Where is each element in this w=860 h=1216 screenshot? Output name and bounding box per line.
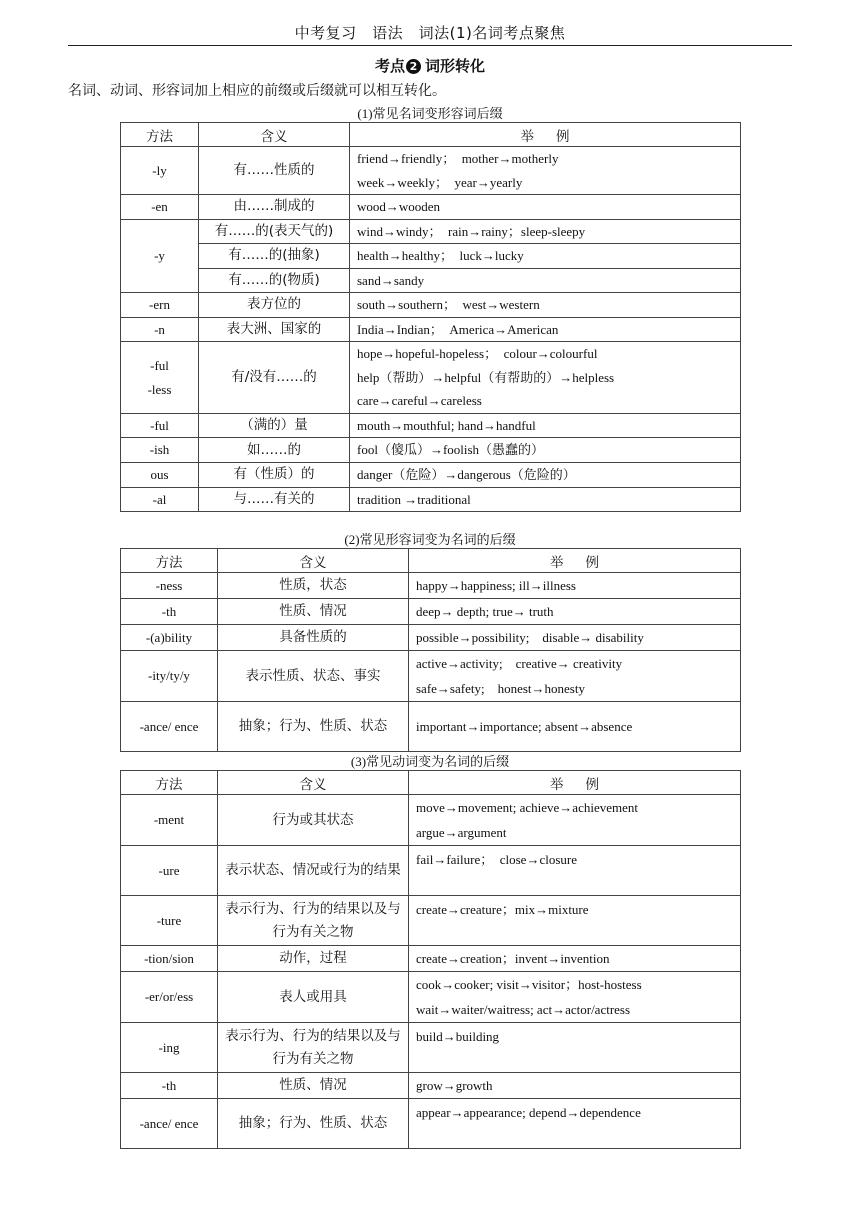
- example-line: cook→cooker; visit→visitor；host-hostess: [416, 977, 642, 992]
- meaning-cell: 如……的: [199, 438, 350, 463]
- noun-to-adjective-table: [120, 122, 741, 512]
- meaning-cell: 抽象；行为、性质、状态: [218, 1099, 409, 1149]
- example-cell: [350, 293, 741, 318]
- table-row: [121, 244, 741, 269]
- meaning-cell: 有……的(抽象): [199, 244, 350, 269]
- meaning-cell: 性质、情况: [218, 599, 409, 625]
- suffix-line: ous: [150, 466, 169, 482]
- header-meaning: 含义: [199, 123, 350, 147]
- suffix-cell: [121, 342, 199, 414]
- meaning-cell: 表示性质、状态、事实: [218, 651, 409, 702]
- example-line: wood→wooden: [357, 199, 441, 215]
- page-header: 中考复习 语法 词法(1)名词考点聚焦: [294, 24, 566, 42]
- header-rule: [68, 45, 792, 46]
- meaning-cell: 有（性质）的: [199, 462, 350, 487]
- example-line: safe→safety; honest→honesty: [416, 681, 585, 696]
- section-prefix: 考点: [374, 57, 405, 75]
- header-method: 方法: [121, 123, 199, 147]
- suffix-line: -ly: [152, 162, 167, 178]
- example-cell: [409, 946, 741, 972]
- table-row: [121, 293, 741, 318]
- example-line: sand→sandy: [357, 272, 425, 288]
- example-cell: [409, 1073, 741, 1099]
- meaning-cell: 性质，状态: [218, 573, 409, 599]
- meaning-cell: 抽象；行为、性质、状态: [218, 702, 409, 752]
- example-line: tradition →traditional: [357, 491, 471, 507]
- suffix-cell: -th: [121, 599, 218, 625]
- table-row: [121, 195, 741, 220]
- suffix-line: -ful: [150, 357, 169, 373]
- meaning-cell: 表示状态、情况或行为的结果: [218, 846, 409, 896]
- example-line: wind→windy； rain→rainy；sleep-sleepy: [357, 223, 586, 239]
- table-row: [121, 1073, 741, 1099]
- suffix-cell: -ture: [121, 896, 218, 946]
- example-line: possible→possibility; disable→ disability: [416, 630, 644, 645]
- table-row: [121, 147, 741, 195]
- suffix-cell: [121, 413, 199, 438]
- section-number-badge: 2: [406, 59, 421, 74]
- table2-caption: (2)常见形容词变为名词的后缀: [344, 532, 516, 547]
- suffix-cell: -(a)bility: [121, 625, 218, 651]
- example-cell: [350, 268, 741, 293]
- meaning-cell: 表方位的: [199, 293, 350, 318]
- verb-to-noun-table: [120, 770, 741, 1149]
- suffix-cell: [121, 487, 199, 512]
- example-line: wait→waiter/waitress; act→actor/actress: [416, 1002, 631, 1017]
- table-row: [121, 599, 741, 625]
- example-cell: [350, 219, 741, 244]
- example-cell: [350, 462, 741, 487]
- meaning-cell: 与……有关的: [199, 487, 350, 512]
- meaning-cell: （满的）量: [199, 413, 350, 438]
- table-row: [121, 625, 741, 651]
- header-example: 举例: [350, 123, 741, 147]
- table-header-row: [121, 771, 741, 795]
- example-line: argue→argument: [416, 825, 507, 840]
- meaning-cell: 具备性质的: [218, 625, 409, 651]
- header-method: 方法: [121, 549, 218, 573]
- example-line: danger（危险）→dangerous（危险的）: [357, 467, 576, 483]
- example-cell: [350, 438, 741, 463]
- meaning-cell: 有/没有……的: [199, 342, 350, 414]
- example-cell: [409, 795, 741, 846]
- table-row: [121, 1023, 741, 1073]
- example-line: week→weekly； year→yearly: [357, 174, 523, 190]
- table-row: [121, 702, 741, 752]
- example-cell: [409, 1023, 741, 1073]
- header-meaning: 含义: [218, 549, 409, 573]
- example-cell: [350, 147, 741, 195]
- example-line: grow→growth: [416, 1078, 493, 1093]
- suffix-cell: -ance/ ence: [121, 1099, 218, 1149]
- example-line: fool（傻瓜）→foolish（愚蠢的）: [357, 442, 545, 458]
- example-line: important→importance; absent→absence: [416, 719, 633, 734]
- example-cell: [409, 1099, 741, 1149]
- example-line: friend→friendly； mother→motherly: [357, 151, 559, 166]
- suffix-line: -en: [151, 199, 168, 214]
- example-cell: [409, 651, 741, 702]
- example-cell: [409, 972, 741, 1023]
- example-cell: [409, 625, 741, 651]
- example-cell: [350, 342, 741, 414]
- example-cell: [409, 599, 741, 625]
- example-line: appear→appearance; depend→dependence: [416, 1105, 641, 1120]
- example-line: fail→failure； close→closure: [416, 852, 577, 867]
- suffix-cell: -ure: [121, 846, 218, 896]
- example-line: help（帮助）→helpful（有帮助的）→helpless: [357, 369, 615, 385]
- suffix-cell: -tion/sion: [121, 946, 218, 972]
- suffix-cell: -ity/ty/y: [121, 651, 218, 702]
- example-line: care→careful→careless: [357, 393, 482, 409]
- table-row: [121, 413, 741, 438]
- example-line: health→healthy； luck→lucky: [357, 248, 524, 264]
- suffix-cell: -y: [121, 219, 199, 293]
- example-cell: [409, 573, 741, 599]
- example-line: happy→happiness; ill→illness: [416, 578, 576, 593]
- suffix-cell: [121, 462, 199, 487]
- table-row: [121, 972, 741, 1023]
- example-line: active→activity; creative→ creativity: [416, 656, 623, 671]
- header-example: 举例: [409, 549, 741, 573]
- suffix-cell: -ance/ ence: [121, 702, 218, 752]
- example-cell: [350, 413, 741, 438]
- example-line: India→Indian； America→American: [357, 321, 559, 337]
- table-row: [121, 487, 741, 512]
- table-row: [121, 317, 741, 342]
- header-meaning: 含义: [218, 771, 409, 795]
- section-title: [0, 55, 860, 76]
- table-row: [121, 268, 741, 293]
- example-cell: [409, 896, 741, 946]
- example-line: mouth→mouthful; hand→handful: [357, 417, 536, 433]
- example-line: hope→hopeful-hopeless； colour→colourful: [357, 346, 598, 362]
- meaning-cell: 表示行为、行为的结果以及与行为有关之物: [218, 1023, 409, 1073]
- suffix-line: -ful: [150, 417, 169, 433]
- table-header-row: [121, 123, 741, 147]
- meaning-cell: 有……的(物质): [199, 268, 350, 293]
- suffix-line: -n: [154, 321, 165, 337]
- example-line: create→creation；invent→invention: [416, 951, 610, 966]
- table-row: [121, 342, 741, 414]
- table1-caption: (1)常见名词变形容词后缀: [357, 106, 503, 121]
- meaning-cell: 动作，过程: [218, 946, 409, 972]
- suffix-cell: [121, 317, 199, 342]
- example-line: south→southern； west→western: [357, 297, 540, 313]
- suffix-line: -al: [152, 491, 167, 507]
- suffix-cell: -er/or/ess: [121, 972, 218, 1023]
- example-cell: [350, 244, 741, 269]
- header-example: 举例: [409, 771, 741, 795]
- table-row: [121, 462, 741, 487]
- example-cell: [350, 317, 741, 342]
- table3-caption: (3)常见动词变为名词的后缀: [350, 754, 510, 769]
- meaning-cell: 表人或用具: [218, 972, 409, 1023]
- example-cell: [350, 195, 741, 220]
- suffix-cell: [121, 195, 199, 220]
- meaning-cell: 由……制成的: [199, 195, 350, 220]
- intro-text: 名词、动词、形容词加上相应的前缀或后缀就可以相互转化。: [68, 83, 446, 99]
- suffix-line: -less: [147, 381, 172, 397]
- suffix-cell: [121, 293, 199, 318]
- suffix-cell: -ness: [121, 573, 218, 599]
- header-method: 方法: [121, 771, 218, 795]
- table-row: [121, 651, 741, 702]
- table-header-row: [121, 549, 741, 573]
- meaning-cell: 表大洲、国家的: [199, 317, 350, 342]
- example-line: move→movement; achieve→achievement: [416, 800, 638, 815]
- meaning-cell: 表示行为、行为的结果以及与行为有关之物: [218, 896, 409, 946]
- table-row: [121, 846, 741, 896]
- section-title-text: 词形转化: [425, 57, 486, 75]
- suffix-cell: -ment: [121, 795, 218, 846]
- meaning-cell: 有……性质的: [199, 147, 350, 195]
- table-row: [121, 1099, 741, 1149]
- suffix-cell: -th: [121, 1073, 218, 1099]
- suffix-line: -ern: [149, 297, 170, 313]
- example-cell: [350, 487, 741, 512]
- example-cell: [409, 702, 741, 752]
- table-row: [121, 795, 741, 846]
- suffix-line: -ish: [149, 442, 170, 458]
- table-row: [121, 896, 741, 946]
- meaning-cell: 行为或其状态: [218, 795, 409, 846]
- table-row: [121, 219, 741, 244]
- example-line: create→creature；mix→mixture: [416, 902, 589, 917]
- meaning-cell: 性质、情况: [218, 1073, 409, 1099]
- meaning-cell: 有……的(表天气的): [199, 219, 350, 244]
- adjective-to-noun-table: [120, 548, 741, 752]
- table-row: [121, 573, 741, 599]
- suffix-cell: -ing: [121, 1023, 218, 1073]
- suffix-cell: [121, 147, 199, 195]
- example-line: build→building: [416, 1029, 500, 1044]
- example-cell: [409, 846, 741, 896]
- suffix-cell: [121, 438, 199, 463]
- example-line: deep→ depth; true→ truth: [416, 604, 554, 619]
- table-row: [121, 946, 741, 972]
- table-row: [121, 438, 741, 463]
